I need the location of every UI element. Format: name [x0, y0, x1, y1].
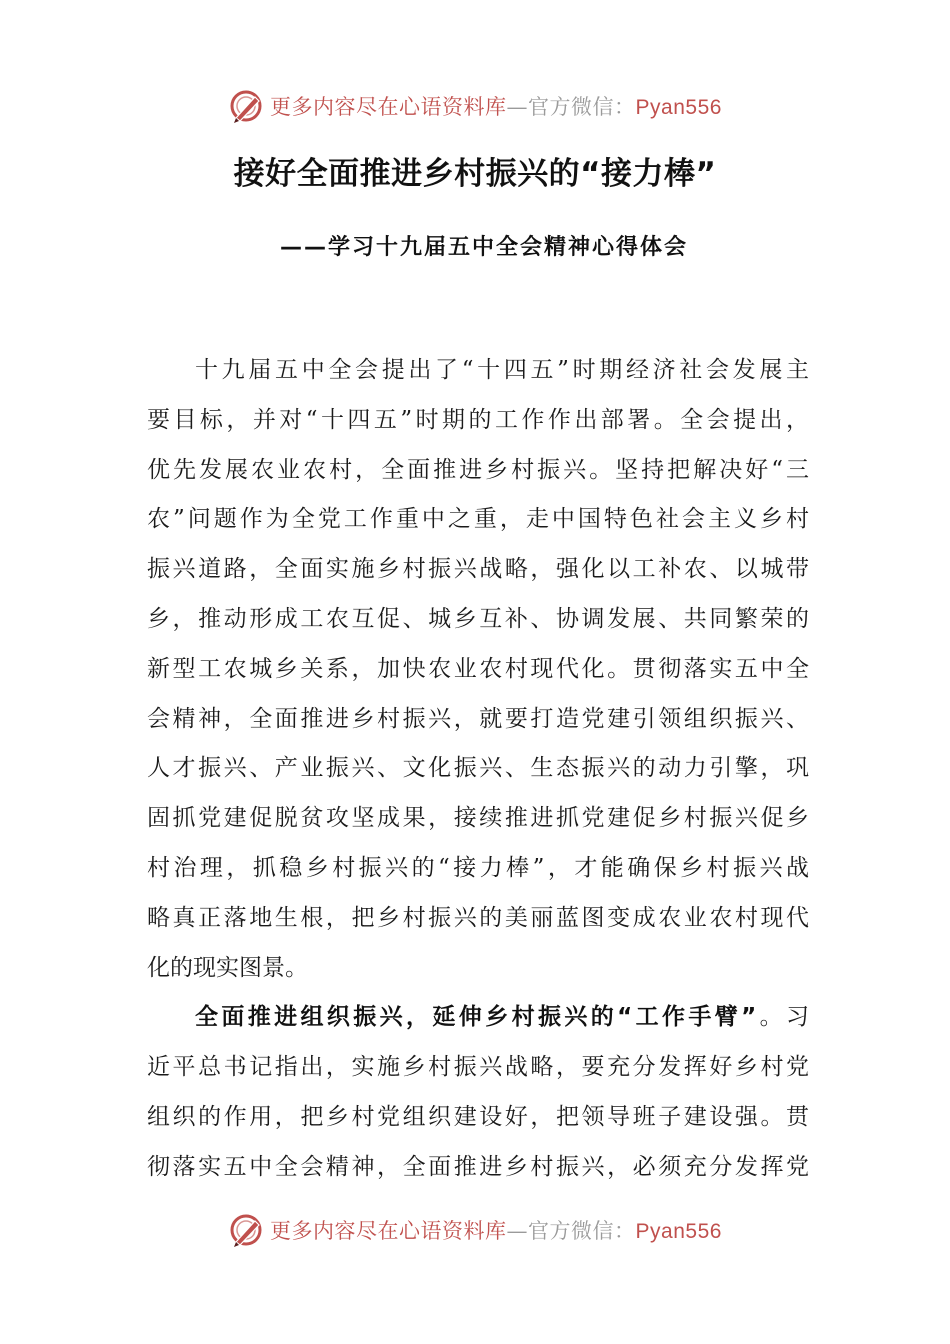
watermark-separator: — — [506, 95, 529, 119]
paragraph-line: 优先发展农业农村，全面推进乡村振兴。坚持把解决好“三 — [147, 456, 809, 483]
paragraph-line: 要目标，并对“十四五”时期的工作作出部署。全会提出， — [147, 406, 809, 433]
section-heading-tail: 。习 — [756, 1004, 810, 1031]
paragraph-line: 略真正落地生根，把乡村振兴的美丽蓝图变成农业农村现代 — [147, 904, 809, 931]
header-watermark — [0, 86, 950, 126]
footer-watermark — [0, 1210, 950, 1250]
pen-logo-icon — [228, 1212, 264, 1248]
paragraph-line: 振兴道路，全面实施乡村振兴战略，强化以工补农、以城带 — [147, 556, 809, 583]
paragraph-line: 农”问题作为全党工作重中之重，走中国特色社会主义乡村 — [147, 506, 809, 533]
document-title: 接好全面推进乡村振兴的“接力棒” — [233, 156, 717, 192]
watermark-site-name: 更多内容尽在心语资料库 — [270, 1219, 507, 1243]
paragraph-line: 近平总书记指出，实施乡村振兴战略，要充分发挥好乡村党 — [147, 1054, 809, 1081]
watermark-site-name: 更多内容尽在心语资料库 — [270, 95, 507, 119]
watermark-wechat-label: 官方微信： — [528, 95, 636, 119]
section-heading-line — [147, 993, 809, 1043]
paragraph-line: 人才振兴、产业振兴、文化振兴、生态振兴的动力引擎，巩 — [147, 755, 809, 782]
watermark-separator: — — [506, 1219, 529, 1243]
paragraph-line: 组织的作用，把乡村党组织建设好，把领导班子建设强。贯 — [147, 1103, 809, 1130]
document-subtitle: ——学习十九届五中全会精神心得体会 — [279, 235, 688, 260]
document-body — [147, 346, 809, 1193]
paragraph-line: 村治理，抓稳乡村振兴的“接力棒”，才能确保乡村振兴战 — [147, 854, 809, 881]
watermark-text — [270, 91, 722, 121]
watermark-wechat-id: Pyan556 — [635, 1220, 722, 1243]
paragraph-line: 新型工农城乡关系，加快农业农村现代化。贯彻落实五中全 — [147, 655, 809, 682]
paragraph-line: 彻落实五中全会精神，全面推进乡村振兴，必须充分发挥党 — [147, 1153, 809, 1180]
paragraph-line: 十九届五中全会提出了“十四五”时期经济社会发展主 — [195, 357, 809, 383]
paragraph-line: 乡，推动形成工农互促、城乡互补、协调发展、共同繁荣的 — [147, 605, 809, 632]
paragraph-line: 化的现实图景。 — [147, 954, 308, 981]
section-heading: 全面推进组织振兴，延伸乡村振兴的“工作手臂” — [195, 1004, 757, 1031]
paragraph-line: 会精神，全面推进乡村振兴，就要打造党建引领组织振兴、 — [147, 705, 809, 732]
watermark-wechat-label: 官方微信： — [528, 1219, 636, 1243]
pen-logo-icon — [228, 88, 264, 124]
paragraph-line: 固抓党建促脱贫攻坚成果，接续推进抓党建促乡村振兴促乡 — [147, 805, 809, 832]
watermark-text — [270, 1215, 722, 1245]
watermark-wechat-id: Pyan556 — [635, 96, 722, 119]
